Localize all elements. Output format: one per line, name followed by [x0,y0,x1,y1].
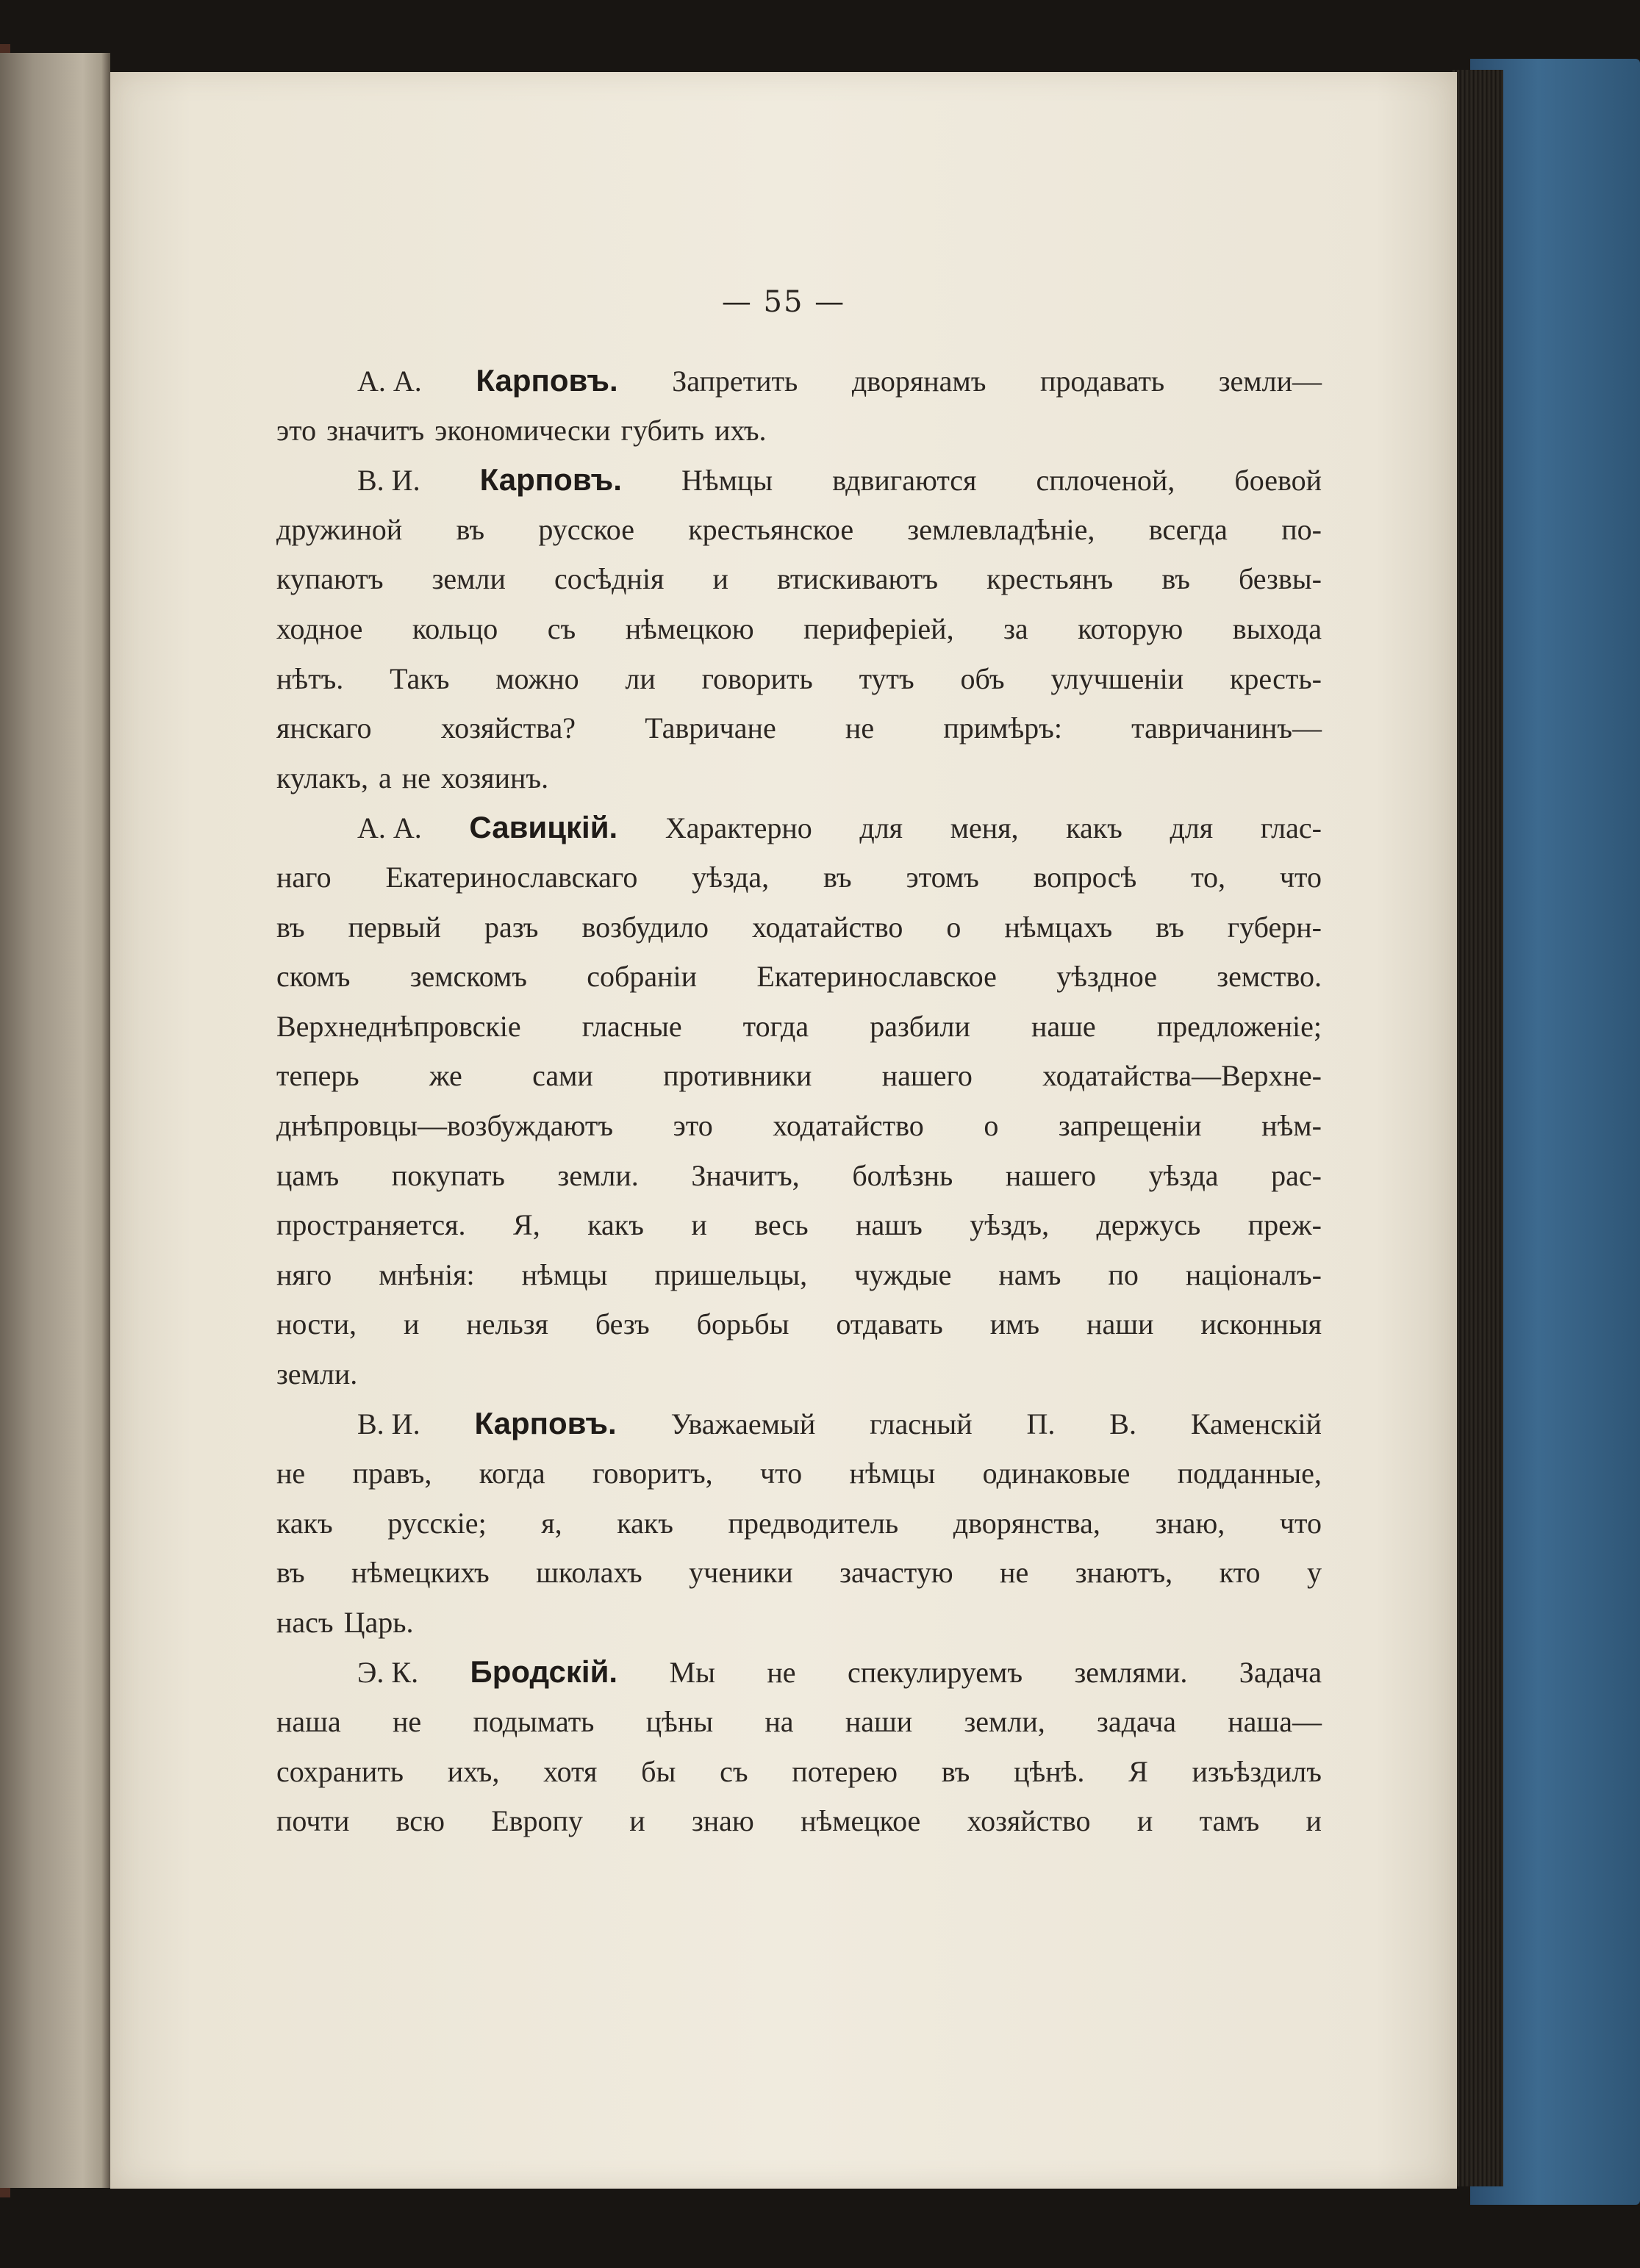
word: Нѣмцы [681,464,773,498]
word: Тавричане [645,711,776,745]
text-line [276,902,1322,952]
word: нашего [881,1059,973,1093]
word: не [393,1705,422,1739]
word: одинаковые [982,1457,1131,1490]
word: Характерно [665,811,812,845]
word: глас- [1260,811,1322,845]
word: нѣмецкихъ [351,1556,490,1590]
word: цамъ [276,1158,340,1192]
word: боевой [1234,464,1322,498]
word: цѣны [645,1705,714,1739]
word: цѣнѣ. [1014,1754,1085,1788]
word: Такъ [390,661,450,695]
word: наша— [1228,1705,1322,1739]
word: уѣзда [1148,1158,1219,1192]
text-line [276,1002,1322,1052]
word: спекулируемъ [847,1656,1023,1690]
word: безъ [595,1307,650,1341]
word: какъ [617,1506,673,1540]
word: ходное [276,611,363,645]
word: нѣмецкое [801,1804,921,1838]
word: кулакъ, [276,761,368,794]
speaker-initials: Э. К. [357,1656,419,1690]
word: покупать [391,1158,505,1192]
word: я, [541,1506,562,1540]
left-facing-page [0,53,110,2188]
word: преж- [1247,1208,1322,1242]
word: безвы- [1238,562,1322,596]
text-line [276,1548,1322,1598]
word: примѣръ: [943,711,1062,745]
word: почти [276,1804,350,1838]
word: Царь. [343,1605,414,1639]
word: дворянства, [953,1506,1100,1540]
word: для [859,811,903,845]
word: не [845,711,875,745]
word: тамъ [1199,1804,1260,1838]
speaker-initials: В. И. [357,464,420,498]
word: нѣмцы [849,1457,936,1490]
word: П. [1026,1407,1056,1441]
word: земли. [557,1158,639,1192]
word: въ [823,860,852,894]
word: въ [456,512,485,546]
word: наши [1086,1307,1154,1341]
word: что [1279,1506,1322,1540]
word: землями. [1074,1656,1188,1690]
word: разбили [870,1009,970,1043]
word: нѣмцахъ [1004,910,1113,944]
word: Верхнеднѣпровскіе [276,1009,521,1043]
text-line [276,853,1322,902]
speaker-name: Савицкій. [469,810,618,845]
word: землевладѣніе, [907,512,1095,546]
word: противники [663,1059,812,1093]
word: потерею [792,1754,898,1788]
word: это [673,1108,713,1142]
text-line [276,952,1322,1002]
word: нашего [1005,1158,1097,1192]
word: знаю, [1155,1506,1225,1540]
word: не [1000,1556,1029,1590]
word: что [760,1457,803,1490]
word: нѣмецкою [625,611,754,645]
speaker-initials: В. И. [357,1407,420,1441]
word: всегда [1148,512,1228,546]
word: исконныя [1200,1307,1322,1341]
word: подымать [473,1705,595,1739]
word: ходатайства—Верхне- [1042,1059,1322,1093]
word: предложеніе; [1156,1009,1322,1043]
word: Уважаемый [670,1407,816,1441]
word: уѣздъ, [970,1208,1050,1242]
word: сохранить [276,1754,404,1788]
speaker-name: Бродскій. [470,1654,618,1690]
word: ности, [276,1307,357,1341]
word: держусь [1096,1208,1201,1242]
word: дворянамъ [851,365,986,398]
word: ли [625,661,656,695]
text-line [276,1250,1322,1300]
text-line [276,554,1322,604]
word: за [1003,611,1028,645]
word: няго [276,1257,332,1291]
text-line [276,406,1322,456]
word: борьбы [696,1307,789,1341]
word: Я [1128,1754,1148,1788]
word: и [629,1804,645,1838]
word: Я, [513,1208,540,1242]
word: губерн- [1227,910,1322,944]
word: тутъ [859,661,914,695]
text-line [276,1101,1322,1151]
word: днѣпровцы—возбуждаютъ [276,1108,614,1142]
word: наша [276,1705,341,1739]
word: наши [845,1705,913,1739]
text-line [276,1598,1322,1648]
word: земли [432,562,506,596]
book-page [110,72,1457,2189]
word: значитъ [326,413,425,447]
word: кто [1219,1556,1261,1590]
word: мнѣнія: [379,1257,475,1291]
word: а [378,761,392,794]
word: В. [1109,1407,1136,1441]
word: у [1306,1556,1322,1590]
text-line [276,505,1322,555]
word: и [1136,1804,1153,1838]
word: въ [276,910,305,944]
word: имъ [989,1307,1040,1341]
word: Мы [669,1656,715,1690]
text-line [276,1151,1322,1201]
text-line [276,455,1322,505]
word: знаютъ, [1075,1556,1173,1590]
word: сосѣднія [554,562,665,596]
word: гласный [870,1407,973,1441]
word: этомъ [906,860,979,894]
page-number: — 55 — [721,285,846,319]
word: Екатеринославское [756,960,997,994]
text-line [276,1399,1322,1449]
text-line [276,1200,1322,1250]
word: отдавать [836,1307,943,1341]
word: тогда [742,1009,809,1043]
word: чуждые [854,1257,952,1291]
word: Запретить [672,365,798,398]
word: Значитъ, [691,1158,800,1192]
word: когда [479,1457,545,1490]
word: говорить [701,661,813,695]
word: Задача [1239,1656,1322,1690]
word: первый [348,910,441,944]
text-line [276,1747,1322,1797]
word: ходатайство [751,910,903,944]
word: земство. [1217,960,1322,994]
word: ученики [689,1556,793,1590]
text-line [276,1449,1322,1499]
word: можно [495,661,579,695]
word: ихъ. [714,413,767,447]
word: предводитель [728,1506,899,1540]
word: какъ [276,1506,333,1540]
word: периферіей, [803,611,954,645]
speaker-name: Карповъ. [476,363,618,398]
word: не [767,1656,796,1690]
word: же [429,1059,462,1093]
page-text [276,356,1322,1846]
word: улучшеніи [1050,661,1184,695]
word: экономически [434,413,611,447]
word: разъ [484,910,539,944]
word: уѣзда, [692,860,770,894]
word: въ [1161,562,1190,596]
word: и [403,1307,420,1341]
word: русское [538,512,634,546]
word: о [984,1108,999,1142]
word: теперь [276,1059,359,1093]
word: земли. [276,1357,358,1390]
text-line [276,1647,1322,1697]
word: земли— [1218,365,1322,398]
word: то, [1191,860,1226,894]
word: изъѣздилъ [1192,1754,1322,1788]
word: кресть- [1229,661,1322,695]
word: тавричанинъ— [1131,711,1322,745]
word: вопросѣ [1033,860,1137,894]
word: втискиваютъ [777,562,939,596]
word: хозяйство [967,1804,1091,1838]
word: купаютъ [276,562,384,596]
word: пространяется. [276,1208,466,1242]
word: которую [1078,611,1184,645]
word: меня, [950,811,1019,845]
word: хозяинъ. [440,761,549,794]
word: продавать [1039,365,1165,398]
word: по- [1281,512,1322,546]
word: въ [1156,910,1184,944]
text-line [276,1349,1322,1399]
word: уѣздное [1056,960,1157,994]
text-line [276,1051,1322,1101]
text-line [276,1299,1322,1349]
word: весь [754,1208,809,1242]
word: знаю [691,1804,754,1838]
word: зачастую [839,1556,953,1590]
word: говоритъ, [592,1457,713,1490]
word: наго [276,860,332,894]
word: нѣмцы [521,1257,608,1291]
word: въ [941,1754,970,1788]
word: вдвигаются [832,464,977,498]
text-line [276,803,1322,853]
word: собраніи [587,960,698,994]
word: задача [1097,1705,1176,1739]
speaker-name: Карповъ. [474,1406,617,1441]
word: націоналъ- [1185,1257,1322,1291]
word: правъ, [352,1457,432,1490]
word: выхода [1232,611,1322,645]
text-line [276,1796,1322,1846]
word: насъ [276,1605,334,1639]
word: что [1279,860,1322,894]
word: не [401,761,431,794]
word: дружиной [276,512,403,546]
text-line [276,1499,1322,1549]
word: хотя [543,1754,598,1788]
word: запрещеніи [1058,1108,1202,1142]
word: болѣзнь [852,1158,953,1192]
word: губить [620,413,704,447]
word: крестьянъ [986,562,1114,596]
word: школахъ [536,1556,642,1590]
word: всю [395,1804,445,1838]
word: бы [641,1754,676,1788]
word: сплоченой, [1036,464,1175,498]
word: кольцо [412,611,498,645]
word: наше [1031,1009,1096,1043]
word: ходатайство [773,1108,924,1142]
word: въ [276,1556,305,1590]
word: Европу [491,1804,583,1838]
word: сами [532,1059,593,1093]
word: и [712,562,728,596]
text-line [276,654,1322,704]
word: янскаго [276,711,372,745]
word: скомъ [276,960,351,994]
word: подданные, [1177,1457,1322,1490]
word: земли, [964,1705,1045,1739]
word: и [1306,1804,1322,1838]
word: нѣтъ. [276,661,344,695]
word: это [276,413,317,447]
word: намъ [998,1257,1061,1291]
word: гласные [581,1009,682,1043]
word: земскомъ [409,960,527,994]
word: рас- [1271,1158,1322,1192]
text-line [276,356,1322,406]
word: крестьянское [688,512,854,546]
word: Каменскій [1190,1407,1322,1441]
word: какъ [1066,811,1122,845]
word: пришельцы, [654,1257,808,1291]
word: съ [720,1754,748,1788]
word: не [276,1457,306,1490]
text-line [276,1697,1322,1747]
word: и [691,1208,707,1242]
speaker-initials: А. А. [357,365,422,398]
word: нашъ [856,1208,923,1242]
word: ихъ, [447,1754,500,1788]
speaker-initials: А. А. [357,811,422,845]
word: на [765,1705,794,1739]
word: нѣм- [1261,1108,1322,1142]
word: для [1170,811,1214,845]
speaker-name: Карповъ. [479,462,622,498]
word: хозяйства? [440,711,576,745]
word: Екатеринославскаго [385,860,638,894]
word: по [1108,1257,1139,1291]
word: о [946,910,962,944]
text-line [276,703,1322,753]
text-line [276,604,1322,654]
word: съ [547,611,576,645]
text-line [276,753,1322,803]
word: русскіе; [387,1506,487,1540]
word: объ [960,661,1005,695]
word: возбудило [581,910,709,944]
word: какъ [587,1208,644,1242]
page-stack-edge [1452,70,1503,2186]
word: нельзя [466,1307,548,1341]
